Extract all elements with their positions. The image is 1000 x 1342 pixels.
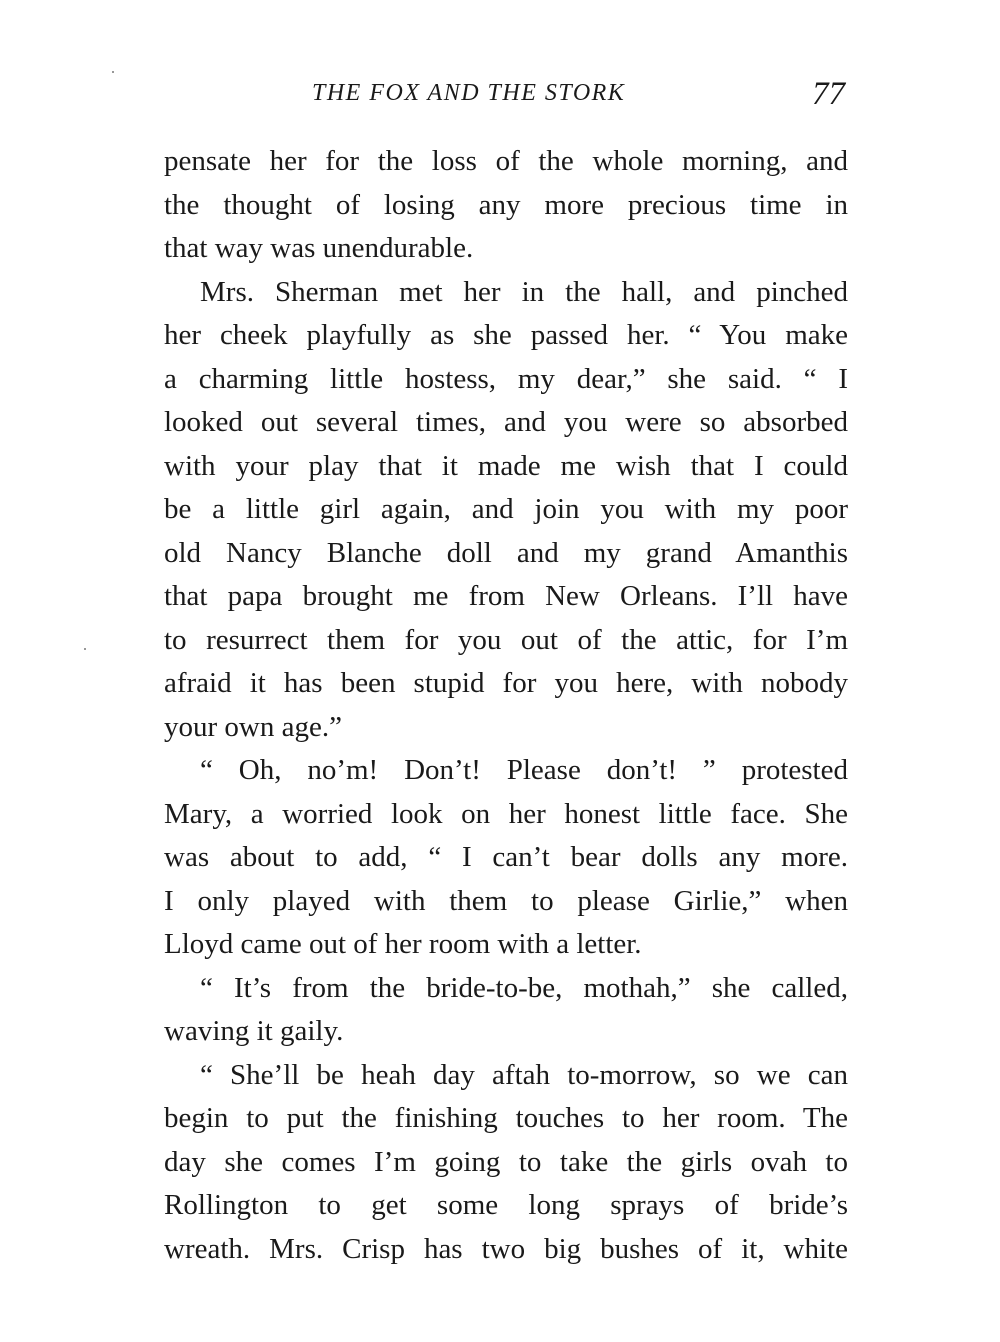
text-line: that papa brought me from New Orleans. I’ll have (164, 580, 848, 612)
text-line: afraid it has been stupid for you here, with nobody (164, 667, 848, 699)
text-line: begin to put the finishing touches to her room. The (164, 1102, 848, 1134)
text-line: “ It’s from the bride-to-be, mothah,” she called, (200, 971, 848, 1004)
text-line: Mary, a worried look on her honest little face. She (164, 797, 848, 830)
text-line: the thought of losing any more precious time in (164, 188, 848, 221)
scan-speck (112, 71, 114, 73)
text-line: be a little girl again, and join you with my poor (164, 493, 848, 525)
text-line: old Nancy Blanche doll and my grand Amanthis (164, 536, 848, 569)
text-line: was about to add, “ I can’t bear dolls any more. (164, 841, 848, 873)
text-line: Rollington to get some long sprays of bride’s (164, 1189, 848, 1221)
text-line: I only played with them to please Girlie,” when (164, 884, 848, 917)
text-line: that way was unendurable. (164, 232, 474, 264)
body-text (164, 140, 848, 1271)
text-line: pensate her for the loss of the whole morning, and (164, 145, 848, 177)
scan-speck (84, 648, 86, 650)
text-line: her cheek playfully as she passed her. “ You make (164, 319, 848, 351)
text-line: Lloyd came out of her room with a letter. (164, 928, 642, 960)
running-title: THE FOX AND THE STORK (312, 80, 626, 106)
text-line: your own age.” (164, 710, 342, 743)
text-line: Mrs. Sherman met her in the hall, and pinched (200, 275, 848, 308)
text-line: “ She’ll be heah day aftah to-morrow, so we can (200, 1058, 848, 1091)
text-line: looked out several times, and you were so absorbed (164, 406, 848, 438)
text-line: to resurrect them for you out of the attic, for I’m (164, 623, 848, 656)
text-line: waving it gaily. (164, 1015, 344, 1047)
text-line: “ Oh, no’m! Don’t! Please don’t! ” protested (200, 754, 848, 786)
text-line: with your play that it made me wish that I could (164, 449, 848, 482)
text-line: day she comes I’m going to take the girls ovah to (164, 1145, 848, 1178)
text-line: a charming little hostess, my dear,” she said. “ I (164, 362, 848, 395)
running-head (0, 76, 1000, 116)
page-number: 77 (812, 76, 845, 112)
text-line: wreath. Mrs. Crisp has two big bushes of it, white (164, 1232, 848, 1265)
